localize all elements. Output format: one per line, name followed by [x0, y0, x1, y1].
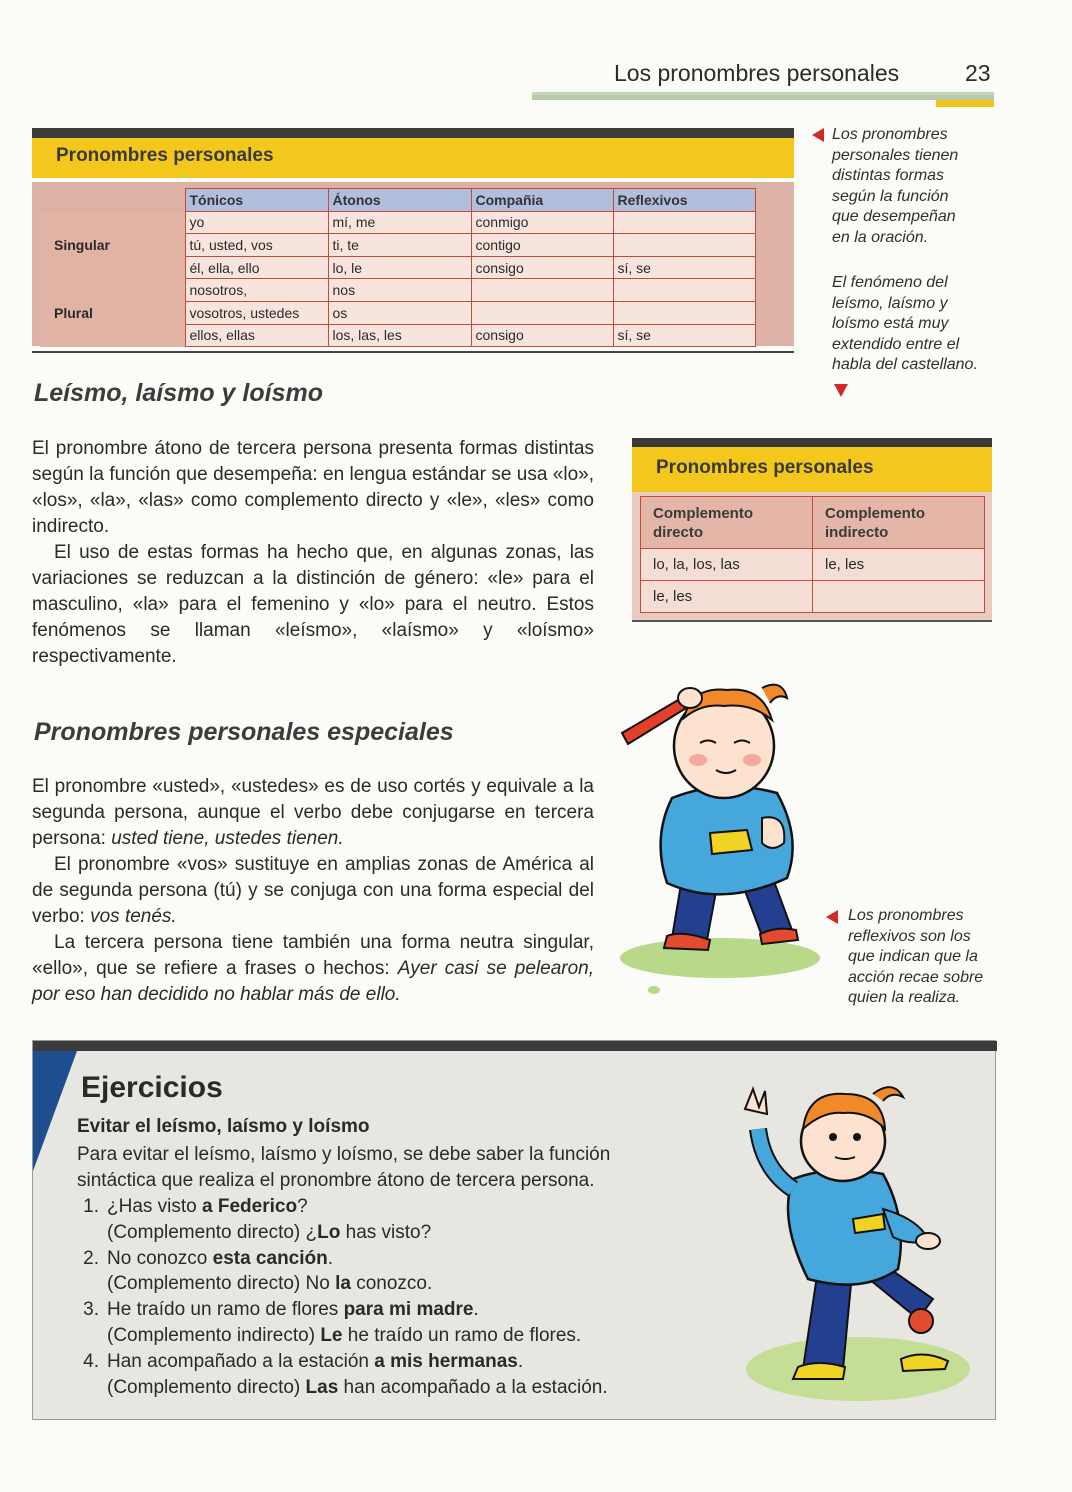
table-cell — [613, 301, 755, 324]
column-header: Reflexivos — [613, 189, 755, 212]
column-header: Átonos — [328, 189, 471, 212]
item-number: 3. — [83, 1299, 99, 1321]
bold-run: Le — [320, 1324, 343, 1346]
list-item — [77, 1297, 608, 1323]
paragraph — [32, 774, 594, 852]
table-cell: yo — [185, 211, 328, 234]
note-line: distintas formas — [832, 167, 945, 184]
table-cell: mí, me — [328, 211, 471, 234]
text-run: he traído un ramo de flores. — [342, 1324, 582, 1346]
section-heading-especiales: Pronombres personales especiales — [34, 718, 454, 746]
box-title-band — [632, 447, 992, 492]
box-bottom-line — [32, 351, 794, 353]
table-cell: lo, le — [328, 256, 471, 279]
item-answer — [77, 1323, 608, 1349]
table-cell — [813, 581, 985, 613]
exercises-subtitle: Evitar el leísmo, laísmo y loísmo — [77, 1116, 370, 1137]
text-run: ? — [297, 1196, 308, 1217]
text-run: Han acompañado a la estación — [107, 1350, 375, 1372]
box-title-band — [32, 138, 794, 178]
table-cell — [471, 279, 613, 302]
item-number: 2. — [83, 1247, 99, 1269]
table-cell: sí, se — [613, 324, 755, 347]
header-tab — [936, 100, 994, 107]
table-cell: os — [328, 301, 471, 324]
italic-example: usted tiene, ustedes tienen. — [111, 828, 344, 849]
text-run: has visto? — [340, 1221, 432, 1243]
table-cell: le, les — [813, 549, 985, 581]
column-header: Tónicos — [185, 189, 328, 212]
exercises-title: Ejercicios — [81, 1071, 223, 1104]
note-line: El fenómeno del — [832, 274, 948, 291]
page-number: 23 — [965, 60, 991, 86]
text-run: . — [473, 1299, 479, 1321]
table-cell: contigo — [471, 234, 613, 257]
item-sentence — [107, 1246, 333, 1272]
note-line: Los pronombres — [848, 907, 964, 924]
box-bottom-line — [632, 620, 992, 622]
bold-run: Lo — [317, 1221, 341, 1243]
exercises-list — [77, 1194, 608, 1400]
item-sentence — [107, 1194, 308, 1220]
table-cell — [613, 211, 755, 234]
text-run: ¿Has visto — [107, 1196, 203, 1217]
page-header-title: Los pronombres personales — [614, 60, 900, 86]
table-cell: consigo — [471, 256, 613, 279]
table-cell — [613, 234, 755, 257]
section-heading-leismo: Leísmo, laísmo y loísmo — [34, 379, 323, 407]
complements-table-box — [632, 438, 992, 622]
box-top-bar — [33, 1041, 997, 1051]
exercises-box — [32, 1040, 996, 1420]
item-answer — [77, 1375, 608, 1401]
note-line: loísmo está muy — [832, 315, 949, 332]
item-sentence — [107, 1349, 523, 1375]
note-line: Los pronombres — [832, 126, 948, 143]
item-answer — [77, 1271, 608, 1297]
paragraph — [32, 852, 594, 930]
table-row — [40, 211, 755, 234]
side-note-leismo — [832, 273, 978, 376]
note-arrow-down-icon — [834, 384, 848, 397]
note-arrow-left-icon — [826, 910, 838, 924]
table-cell: vosotros, ustedes — [185, 301, 328, 324]
side-note-reflexivos — [848, 906, 983, 1009]
list-item — [77, 1246, 608, 1272]
table-row — [641, 581, 985, 613]
table-cell: conmigo — [471, 211, 613, 234]
table-cell: nosotros, — [185, 279, 328, 302]
note-line: que desempeñan — [832, 208, 956, 225]
bold-run: a mis hermanas — [374, 1350, 518, 1372]
table-cell: tú, usted, vos — [185, 234, 328, 257]
text-run: (Complemento directo) — [107, 1376, 306, 1398]
table-wrapper — [632, 492, 992, 622]
note-line: personales tienen — [832, 146, 959, 164]
boy-waving-illustration — [723, 1069, 973, 1409]
boy-combing-hair-illustration — [612, 668, 832, 998]
blue-corner-accent — [33, 1051, 77, 1171]
paragraph — [32, 930, 594, 1008]
table-cell: ti, te — [328, 234, 471, 257]
list-item — [77, 1349, 608, 1375]
note-line: acción recae sobre — [848, 968, 984, 986]
column-header: Complemento indirecto — [813, 497, 985, 549]
note-line: según la función — [832, 187, 949, 205]
text-run: El pronombre «vos» sustituye en amplias zonas de América al de segunda persona (tú) y se conjuga con una forma especial del verbo: — [32, 854, 594, 927]
row-group-label: Plural — [40, 279, 185, 347]
table-title: Pronombres personales — [656, 457, 874, 478]
table-cell: lo, la, los, las — [641, 549, 813, 581]
table-cell: los, las, les — [328, 324, 471, 347]
section-leismo-text — [32, 436, 594, 670]
table-cell: consigo — [471, 324, 613, 347]
table-cell — [613, 279, 755, 302]
italic-example: Ayer casi se pelearon, por eso han decidido no hablar más de ello. — [32, 958, 594, 1005]
exercises-intro: Para evitar el leísmo, laísmo y loísmo, se debe saber la función sintáctica que realiza el pronombre átono de tercera persona. — [77, 1144, 611, 1191]
table-cell: sí, se — [613, 256, 755, 279]
table-cell: le, les — [641, 581, 813, 613]
table-title: Pronombres personales — [56, 145, 274, 166]
bold-run: la — [335, 1273, 351, 1295]
text-run: La tercera persona tiene también una forma neutra singular, «ello», que se refiere a frases o hechos: — [32, 932, 594, 979]
box-top-bar — [32, 128, 794, 138]
table-cell: él, ella, ello — [185, 256, 328, 279]
side-note-functions — [832, 125, 958, 248]
paragraph: El pronombre átono de tercera persona presenta formas distintas según la función que desempeña: en lengua estándar se usa «lo», «los», «la», «las» como complemento directo y «le», «les» como indirecto. — [32, 438, 594, 537]
italic-example: vos tenés. — [90, 906, 177, 927]
note-line: leísmo, laísmo y — [832, 294, 948, 312]
text-run: El pronombre «usted», «ustedes» es de uso cortés y equivale a la segunda persona, aunque el verbo debe conjugarse en tercera persona: — [32, 776, 594, 849]
text-run: conozco. — [350, 1273, 433, 1295]
text-run: (Complemento indirecto) — [107, 1324, 321, 1346]
box-top-bar — [632, 438, 992, 447]
note-line: reflexivos son los — [848, 927, 971, 945]
pronouns-table — [40, 188, 756, 347]
row-group-label: Singular — [40, 211, 185, 279]
bold-run: para mi madre — [343, 1299, 474, 1321]
note-line: habla del castellano. — [832, 356, 978, 373]
table-row — [40, 279, 755, 302]
note-line: que indican que la — [848, 948, 978, 965]
table-cell — [471, 301, 613, 324]
table-cell: ellos, ellas — [185, 324, 328, 347]
table-row — [641, 549, 985, 581]
pronouns-table-box — [32, 128, 794, 354]
text-run: han acompañado a la estación. — [338, 1376, 608, 1398]
section-especiales-text — [32, 774, 594, 1008]
item-sentence — [107, 1297, 479, 1323]
bold-run: esta canción — [212, 1247, 328, 1269]
note-line: extendido entre el — [832, 335, 960, 353]
header-rule — [532, 92, 994, 100]
table-header-row — [40, 189, 755, 212]
item-number: 4. — [83, 1350, 99, 1372]
text-run: ¿ — [305, 1221, 318, 1243]
paragraph: El uso de estas formas ha hecho que, en algunas zonas, las variaciones se reduzcan a la distinción de género: «le» para el masculino, «la» para el femenino y «lo» para el neutro. Estos fenómenos se llaman «leísmo», «laísmo» y «loísmo» respectivamente. — [32, 542, 594, 667]
item-number: 1. — [83, 1196, 99, 1217]
text-run: (Complemento directo) — [107, 1221, 306, 1243]
table-header-row — [641, 497, 985, 549]
text-run: He traído un ramo de flores — [107, 1299, 344, 1321]
table-cell: nos — [328, 279, 471, 302]
column-header: Complemento directo — [641, 497, 813, 549]
text-run: No conozco — [107, 1247, 213, 1269]
table-wrapper — [32, 182, 794, 346]
table-corner — [40, 189, 185, 212]
complements-table — [640, 496, 985, 613]
note-line: quien la realiza. — [848, 989, 961, 1006]
bold-run: a Federico — [202, 1196, 298, 1217]
column-header: Compañia — [471, 189, 613, 212]
text-run: (Complemento directo) No — [107, 1273, 336, 1295]
item-answer — [77, 1220, 608, 1246]
text-run: . — [517, 1350, 524, 1372]
text-run: . — [327, 1247, 334, 1269]
bold-run: Las — [305, 1376, 339, 1398]
note-line: en la oración. — [832, 228, 929, 246]
list-item — [77, 1194, 608, 1220]
note-arrow-left-icon — [812, 128, 824, 142]
